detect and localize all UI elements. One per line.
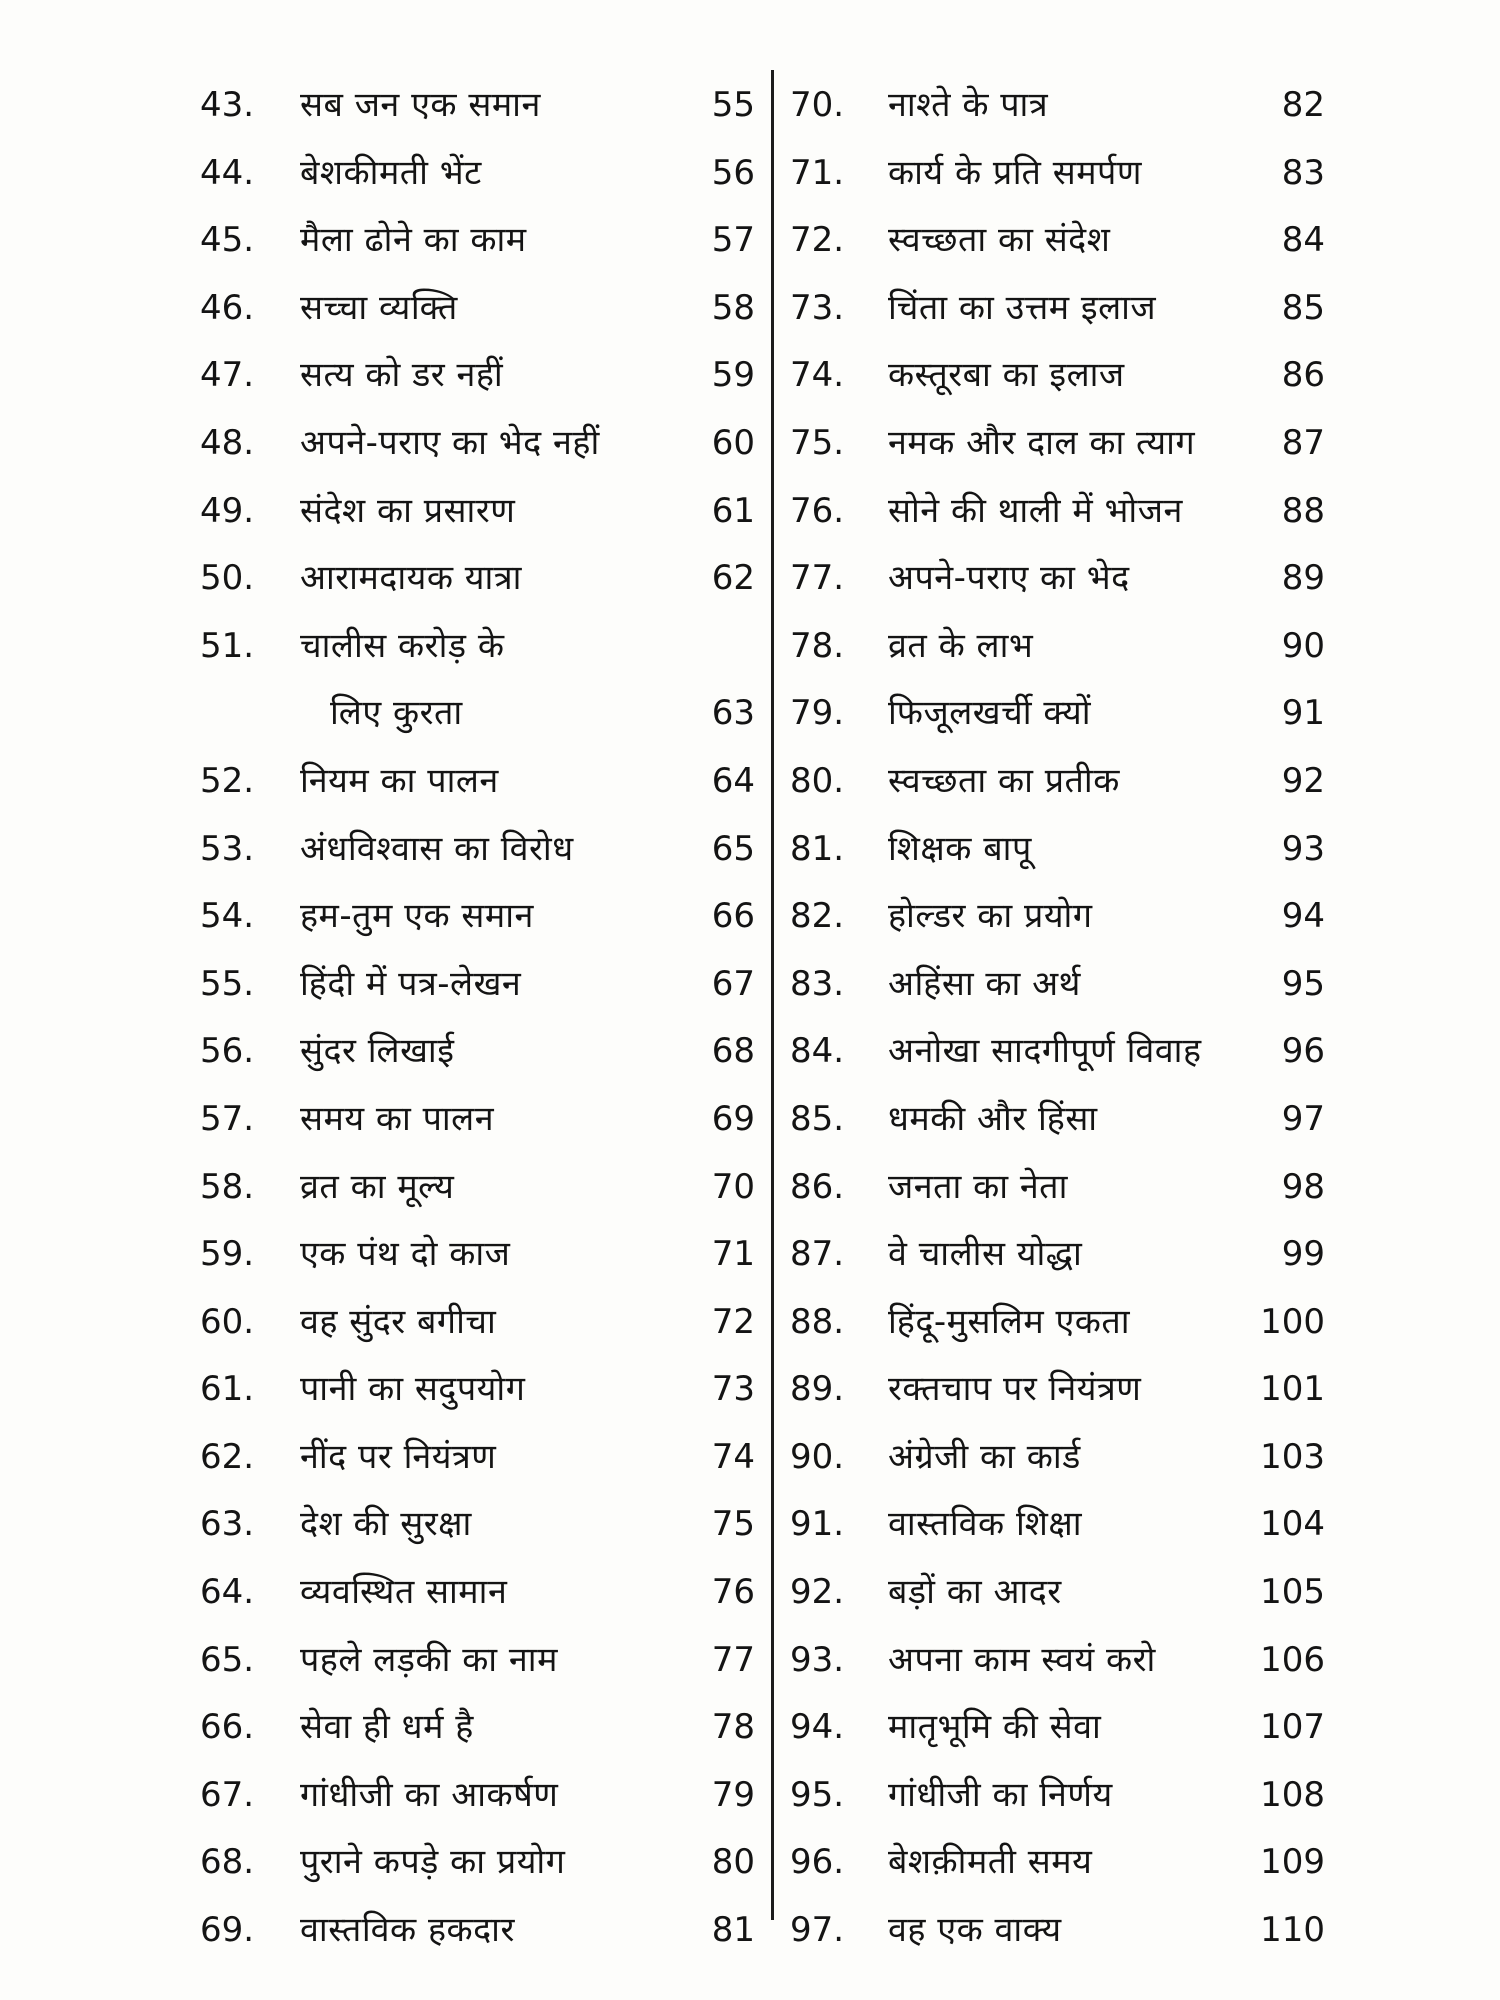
- entry-page-number: 110: [1260, 1910, 1325, 1951]
- entry-title-text: स्वच्छता का प्रतीक: [888, 760, 1120, 801]
- entry-page-number: 106: [1260, 1639, 1325, 1680]
- entry-title-text: वास्तविक शिक्षा: [888, 1504, 1083, 1545]
- contents-entry: [790, 1559, 1325, 1627]
- entry-title-text: अंग्रेजी का कार्ड: [888, 1436, 1081, 1477]
- entry-title: [888, 1154, 1068, 1222]
- entry-number: 59.: [200, 1234, 255, 1275]
- entry-page-number: 77: [711, 1639, 755, 1680]
- entry-page-number: 70: [711, 1166, 755, 1207]
- entry-number: 84.: [790, 1031, 845, 1072]
- entry-title-text: कार्य के प्रति समर्पण: [888, 152, 1142, 193]
- entry-page-number: 89: [1281, 558, 1325, 599]
- contents-entry: [200, 1491, 755, 1559]
- contents-entry: [790, 1897, 1325, 1965]
- entry-title-text: गांधीजी का आकर्षण: [300, 1774, 559, 1815]
- entry-number: 54.: [200, 896, 255, 937]
- entry-title: [888, 1289, 1130, 1357]
- entry-number: 64.: [200, 1572, 255, 1613]
- entry-title: [300, 1154, 454, 1222]
- contents-entry: [790, 951, 1325, 1019]
- contents-entry: [200, 1154, 755, 1222]
- entry-page-number: 95: [1281, 963, 1325, 1004]
- entry-title-text: सेवा ही धर्म है: [300, 1707, 474, 1748]
- entry-page-number: 94: [1281, 896, 1325, 937]
- entry-title: [300, 1829, 565, 1897]
- entry-number: 53.: [200, 828, 255, 869]
- entry-number: 70.: [790, 85, 845, 125]
- entry-number: 97.: [790, 1910, 845, 1951]
- contents-entry: [200, 207, 755, 275]
- contents-entry: [790, 478, 1325, 546]
- entry-number: 90.: [790, 1436, 845, 1477]
- entry-title: [888, 1829, 1092, 1897]
- entry-title: [300, 1221, 510, 1289]
- entry-page-number: 67: [711, 963, 755, 1004]
- entry-title: [300, 478, 515, 546]
- entry-number: 63.: [200, 1504, 255, 1545]
- entry-title-text: गांधीजी का निर्णय: [888, 1774, 1113, 1815]
- contents-entry: [790, 883, 1325, 951]
- contents-entry: [200, 816, 755, 884]
- contents-entry: [790, 342, 1325, 410]
- contents-entry: [200, 1018, 755, 1086]
- entry-title-text: आरामदायक यात्रा: [300, 558, 522, 599]
- contents-entry: [200, 951, 755, 1019]
- contents-entry: [790, 1356, 1325, 1424]
- contents-right-column: [790, 72, 1325, 1965]
- entry-number: 73.: [790, 287, 845, 328]
- entry-number: 77.: [790, 558, 845, 599]
- entry-page-number: 90: [1281, 625, 1325, 666]
- entry-title-text: मैला ढोने का काम: [300, 220, 527, 261]
- entry-number: 57.: [200, 1098, 255, 1139]
- contents-entry: [200, 748, 755, 816]
- entry-page-number: 71: [711, 1234, 755, 1275]
- entry-number: 69.: [200, 1910, 255, 1951]
- contents-entry: [790, 275, 1325, 343]
- entry-title-text: फिजूलखर्ची क्यों: [888, 693, 1092, 734]
- entry-title: [300, 883, 534, 951]
- entry-page-number: 61: [711, 490, 755, 531]
- entry-page-number: 88: [1281, 490, 1325, 531]
- entry-title-text: संदेश का प्रसारण: [300, 490, 516, 531]
- entry-title: [300, 1356, 525, 1424]
- entry-title-text: शिक्षक बापू: [888, 828, 1032, 869]
- entry-title-text: वास्तविक हकदार: [300, 1910, 515, 1951]
- entry-page-number: 74: [711, 1436, 755, 1477]
- entry-title-text: व्रत के लाभ: [888, 625, 1034, 666]
- entry-number: 50.: [200, 558, 255, 599]
- entry-title: [300, 1627, 558, 1695]
- entry-number: 81.: [790, 828, 845, 869]
- entry-number: 58.: [200, 1166, 255, 1207]
- contents-entry: [790, 680, 1325, 748]
- entry-title: [300, 1694, 474, 1762]
- entry-page-number: 62: [711, 558, 755, 599]
- entry-number: 61.: [200, 1369, 255, 1410]
- entry-title-text: अंधविश्वास का विरोध: [300, 828, 574, 869]
- entry-page-number: 96: [1281, 1031, 1325, 1072]
- entry-page-number: 57: [711, 220, 755, 261]
- contents-entry: [200, 613, 755, 748]
- entry-number: 85.: [790, 1098, 845, 1139]
- entry-title-text: होल्डर का प्रयोग: [888, 896, 1093, 937]
- entry-number: 96.: [790, 1842, 845, 1883]
- entry-number: 87.: [790, 1234, 845, 1275]
- entry-title: [888, 1356, 1141, 1424]
- contents-entry: [200, 1627, 755, 1695]
- entry-title: [300, 1424, 496, 1492]
- entry-number: 72.: [790, 220, 845, 261]
- entry-title: [300, 1491, 472, 1559]
- entry-page-number: 66: [711, 896, 755, 937]
- entry-number: 62.: [200, 1436, 255, 1477]
- contents-entry: [790, 72, 1325, 140]
- entry-title: [300, 748, 499, 816]
- entry-number: 43.: [200, 85, 255, 125]
- contents-entry: [200, 1559, 755, 1627]
- entry-page-number: 109: [1260, 1842, 1325, 1883]
- entry-title: [888, 883, 1093, 951]
- entry-page-number: 59: [711, 355, 755, 396]
- entry-page-number: 84: [1281, 220, 1325, 261]
- entry-title: [300, 951, 521, 1019]
- contents-entry: [200, 1289, 755, 1357]
- entry-title-text: कस्तूरबा का इलाज: [888, 355, 1125, 396]
- contents-entry: [790, 410, 1325, 478]
- contents-entry: [200, 72, 755, 140]
- entry-number: 93.: [790, 1639, 845, 1680]
- contents-entry: [200, 1762, 755, 1830]
- entry-page-number: 87: [1281, 422, 1325, 463]
- entry-title: [888, 72, 1048, 140]
- entry-page-number: 56: [711, 152, 755, 193]
- entry-page-number: 91: [1281, 693, 1325, 734]
- entry-page-number: 78: [711, 1707, 755, 1748]
- entry-page-number: 83: [1281, 152, 1325, 193]
- entry-page-number: 81: [711, 1910, 755, 1951]
- entry-page-number: 98: [1281, 1166, 1325, 1207]
- entry-title-text: धमकी और हिंसा: [888, 1098, 1098, 1139]
- contents-entry: [790, 1694, 1325, 1762]
- entry-page-number: 65: [711, 828, 755, 869]
- entry-number: 92.: [790, 1572, 845, 1613]
- contents-entry: [790, 816, 1325, 884]
- entry-title: [300, 1559, 507, 1627]
- entry-number: 82.: [790, 896, 845, 937]
- entry-number: 88.: [790, 1301, 845, 1342]
- contents-entry: [790, 1086, 1325, 1154]
- contents-entry: [790, 1018, 1325, 1086]
- entry-title: [300, 207, 527, 275]
- contents-entry: [790, 748, 1325, 816]
- contents-entry: [790, 1289, 1325, 1357]
- contents-entry: [790, 140, 1325, 208]
- entry-title: [300, 275, 458, 343]
- contents-entry: [790, 1627, 1325, 1695]
- entry-page-number: 73: [711, 1369, 755, 1410]
- entry-page-number: 86: [1281, 355, 1325, 396]
- entry-page-number: 80: [711, 1842, 755, 1883]
- entry-title-text: व्यवस्थित सामान: [300, 1572, 508, 1613]
- contents-entry: [200, 1424, 755, 1492]
- entry-page-number: 99: [1281, 1234, 1325, 1275]
- entry-title-text: सच्चा व्यक्ति: [300, 287, 458, 328]
- entry-title: [888, 140, 1142, 208]
- entry-title-text: समय का पालन: [300, 1098, 495, 1139]
- entry-page-number: 69: [711, 1098, 755, 1139]
- entry-title: [300, 140, 482, 208]
- entry-title-text: बेशकीमती भेंट: [300, 152, 482, 193]
- entry-number: 86.: [790, 1166, 845, 1207]
- entry-page-number: 93: [1281, 828, 1325, 869]
- entry-title: [300, 410, 600, 478]
- entry-page-number: 58: [711, 287, 755, 328]
- entry-title: [300, 342, 503, 410]
- entry-title-text: वह सुंदर बगीचा: [300, 1301, 497, 1342]
- entry-title: [888, 816, 1032, 884]
- entry-title: [888, 1221, 1082, 1289]
- entry-title-text: सब जन एक समान: [300, 85, 541, 125]
- entry-title-text: बड़ों का आदर: [888, 1572, 1062, 1613]
- entry-title: [300, 1762, 558, 1830]
- entry-title-text: मातृभूमि की सेवा: [888, 1707, 1102, 1748]
- entry-title: [888, 1897, 1062, 1965]
- contents-entry: [200, 1221, 755, 1289]
- entry-number: 89.: [790, 1369, 845, 1410]
- contents-entry: [200, 1086, 755, 1154]
- entry-number: 94.: [790, 1707, 845, 1748]
- entry-title: [888, 1762, 1113, 1830]
- entry-title-text: अहिंसा का अर्थ: [888, 963, 1081, 1004]
- entry-title: [300, 613, 505, 734]
- entry-title: [300, 816, 574, 884]
- entry-page-number: 72: [711, 1301, 755, 1342]
- entry-number: 83.: [790, 963, 845, 1004]
- entry-number: 60.: [200, 1301, 255, 1342]
- entry-title: [888, 1086, 1098, 1154]
- entry-title-text: सत्य को डर नहीं: [300, 355, 504, 396]
- entry-page-number: 82: [1281, 85, 1325, 125]
- contents-left-column: [200, 72, 755, 1965]
- entry-number: 67.: [200, 1774, 255, 1815]
- entry-number: 76.: [790, 490, 845, 531]
- entry-number: 56.: [200, 1031, 255, 1072]
- contents-entry: [790, 1424, 1325, 1492]
- contents-entry: [790, 1221, 1325, 1289]
- entry-title: [300, 1289, 496, 1357]
- entry-page-number: 100: [1260, 1301, 1325, 1342]
- entry-number: 66.: [200, 1707, 255, 1748]
- contents-entry: [790, 207, 1325, 275]
- contents-entry: [200, 478, 755, 546]
- entry-number: 68.: [200, 1842, 255, 1883]
- entry-title: [888, 613, 1033, 681]
- entry-title: [888, 1694, 1101, 1762]
- entry-title-text: चालीस करोड़ के: [300, 625, 505, 666]
- entry-title-continuation: लिए कुरता: [330, 693, 463, 734]
- entry-number: 95.: [790, 1774, 845, 1815]
- entry-number: 45.: [200, 220, 255, 261]
- entry-title: [888, 342, 1125, 410]
- entry-page-number: 103: [1260, 1436, 1325, 1477]
- entry-number: 47.: [200, 355, 255, 396]
- column-divider: [771, 70, 774, 1920]
- entry-title: [300, 1086, 494, 1154]
- entry-title-text: वे चालीस योद्धा: [888, 1234, 1083, 1275]
- entry-title: [300, 545, 522, 613]
- entry-page-number: 79: [711, 1774, 755, 1815]
- entry-page-number: 107: [1260, 1707, 1325, 1748]
- entry-title-text: नींद पर नियंत्रण: [300, 1436, 497, 1477]
- entry-title-text: हम-तुम एक समान: [300, 896, 534, 937]
- contents-entry: [790, 1154, 1325, 1222]
- entry-title-text: स्वच्छता का संदेश: [888, 220, 1111, 261]
- entry-title-text: वह एक वाक्य: [888, 1910, 1062, 1951]
- contents-entry: [790, 1762, 1325, 1830]
- entry-page-number: 85: [1281, 287, 1325, 328]
- contents-entry: [200, 140, 755, 208]
- entry-page-number: 92: [1281, 760, 1325, 801]
- entry-title-text: हिंदू-मुसलिम एकता: [888, 1301, 1131, 1342]
- entry-title-text: रक्तचाप पर नियंत्रण: [888, 1369, 1142, 1410]
- entry-number: 55.: [200, 963, 255, 1004]
- entry-page-number: 97: [1281, 1098, 1325, 1139]
- contents-entry: [200, 275, 755, 343]
- contents-entry: [790, 545, 1325, 613]
- entry-number: 46.: [200, 287, 255, 328]
- contents-entry: [200, 1694, 755, 1762]
- entry-title-text: चिंता का उत्तम इलाज: [888, 287, 1157, 328]
- contents-entry: [790, 1491, 1325, 1559]
- entry-title: [888, 1018, 1202, 1086]
- contents-entry: [200, 1356, 755, 1424]
- entry-title-text: सुंदर लिखाई: [300, 1031, 455, 1072]
- contents-entry: [790, 1829, 1325, 1897]
- entry-number: 71.: [790, 152, 845, 193]
- contents-entry: [200, 1897, 755, 1965]
- entry-number: 91.: [790, 1504, 845, 1545]
- contents-entry: [200, 342, 755, 410]
- entry-title: [888, 207, 1110, 275]
- entry-title-text: नाश्ते के पात्र: [888, 85, 1049, 125]
- contents-entry: [200, 545, 755, 613]
- contents-entry: [200, 883, 755, 951]
- entry-title-text: अपने-पराए का भेद नहीं: [300, 422, 600, 463]
- entry-title: [300, 1018, 454, 1086]
- entry-title: [888, 1424, 1081, 1492]
- contents-entry: [200, 1829, 755, 1897]
- entry-number: 80.: [790, 760, 845, 801]
- entry-title-text: सोने की थाली में भोजन: [888, 490, 1183, 531]
- entry-title: [300, 1897, 515, 1965]
- entry-title-text: एक पंथ दो काज: [300, 1234, 511, 1275]
- entry-title-text: नियम का पालन: [300, 760, 499, 801]
- entry-number: 51.: [200, 625, 255, 666]
- entry-title: [888, 1559, 1062, 1627]
- entry-title-text: अपने-पराए का भेद: [888, 558, 1130, 599]
- entry-number: 75.: [790, 422, 845, 463]
- entry-title: [888, 748, 1120, 816]
- entry-page-number: 75: [711, 1504, 755, 1545]
- entry-title-text: जनता का नेता: [888, 1166, 1068, 1207]
- entry-page-number: 108: [1260, 1774, 1325, 1815]
- entry-title: [888, 275, 1156, 343]
- entry-title-text: नमक और दाल का त्याग: [888, 422, 1196, 463]
- entry-page-number: 63: [711, 693, 755, 734]
- entry-title-text: अनोखा सादगीपूर्ण विवाह: [888, 1031, 1202, 1072]
- entry-page-number: 55: [711, 85, 755, 125]
- entry-page-number: 104: [1260, 1504, 1325, 1545]
- entry-page-number: 64: [711, 760, 755, 801]
- entry-number: 48.: [200, 422, 255, 463]
- entry-page-number: 68: [711, 1031, 755, 1072]
- entry-page-number: 76: [711, 1572, 755, 1613]
- entry-title-text: अपना काम स्वयं करो: [888, 1639, 1156, 1680]
- entry-title: [888, 680, 1091, 748]
- entry-number: 52.: [200, 760, 255, 801]
- entry-number: 79.: [790, 693, 845, 734]
- entry-title: [888, 545, 1130, 613]
- entry-page-number: 101: [1260, 1369, 1325, 1410]
- entry-title-text: पुराने कपड़े का प्रयोग: [300, 1842, 566, 1883]
- entry-page-number: 105: [1260, 1572, 1325, 1613]
- entry-number: 65.: [200, 1639, 255, 1680]
- entry-number: 44.: [200, 152, 255, 193]
- entry-title-text: पानी का सदुपयोग: [300, 1369, 526, 1410]
- entry-title: [888, 1627, 1156, 1695]
- entry-page-number: 60: [711, 422, 755, 463]
- entry-title-text: देश की सुरक्षा: [300, 1504, 472, 1545]
- entry-title-text: पहले लड़की का नाम: [300, 1639, 558, 1680]
- entry-number: 74.: [790, 355, 845, 396]
- entry-title-text: बेशक़ीमती समय: [888, 1842, 1093, 1883]
- entry-title: [888, 1491, 1082, 1559]
- entry-title-text: हिंदी में पत्र-लेखन: [300, 963, 522, 1004]
- entry-title: [888, 410, 1195, 478]
- entry-title: [888, 951, 1081, 1019]
- contents-entry: [200, 410, 755, 478]
- entry-title: [888, 478, 1183, 546]
- contents-entry: [790, 613, 1325, 681]
- entry-title: [300, 72, 541, 140]
- entry-number: 49.: [200, 490, 255, 531]
- entry-title-text: व्रत का मूल्य: [300, 1166, 455, 1207]
- entry-number: 78.: [790, 625, 845, 666]
